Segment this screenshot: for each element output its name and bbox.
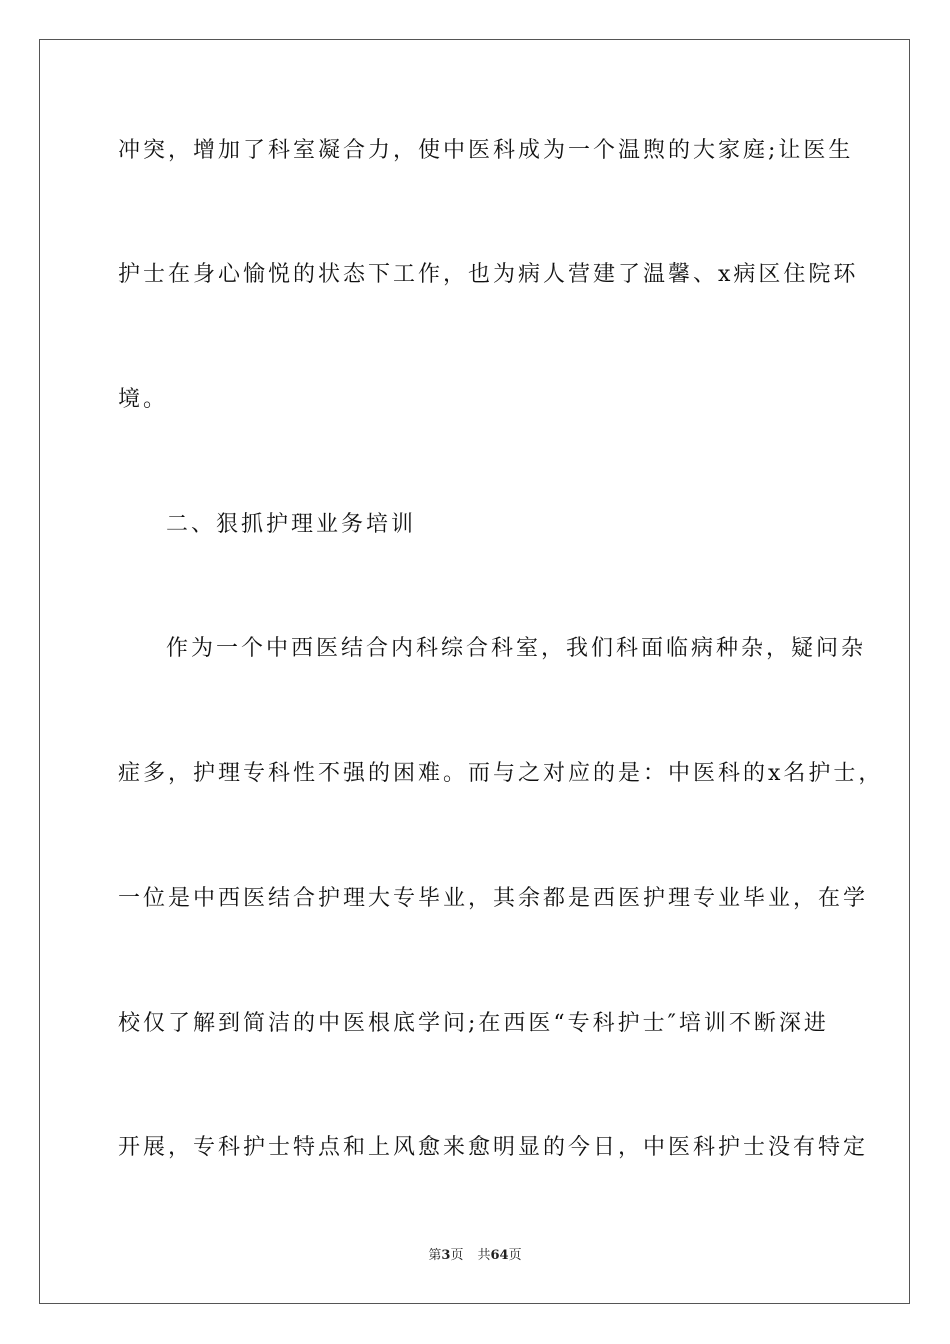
body-line-1: 冲突，增加了科室凝合力，使中医科成为一个温煦的大家庭;让医生 <box>118 138 854 163</box>
page-frame <box>39 39 910 1304</box>
body-line-6: 症多，护理专科性不强的困难。而与之对应的是：中医科的x名护士， <box>118 761 884 786</box>
page-current: 3 <box>441 1248 451 1263</box>
page-prefix: 第 <box>428 1248 442 1263</box>
body-line-3: 境。 <box>118 387 169 412</box>
total-suffix: 页 <box>508 1248 522 1263</box>
page-total: 64 <box>490 1248 509 1263</box>
paragraph-first-line: 作为一个中西医结合内科综合科室，我们科面临病种杂，疑问杂 <box>166 636 867 661</box>
page-footer <box>0 1247 950 1265</box>
body-line-9: 开展，专科护士特点和上风愈来愈明显的今日，中医科护士没有特定 <box>118 1135 869 1160</box>
total-prefix: 共 <box>477 1248 491 1263</box>
page-suffix: 页 <box>450 1248 464 1263</box>
section-heading: 二、狠抓护理业务培训 <box>166 512 417 537</box>
body-line-7: 一位是中西医结合护理大专毕业，其余都是西医护理专业毕业，在学 <box>118 886 869 911</box>
body-line-2: 护士在身心愉悦的状态下工作，也为病人营建了温馨、x病区住院环 <box>118 262 859 287</box>
body-line-8: 校仅了解到简洁的中医根底学问;在西医“专科护士″培训不断深进 <box>118 1011 829 1036</box>
